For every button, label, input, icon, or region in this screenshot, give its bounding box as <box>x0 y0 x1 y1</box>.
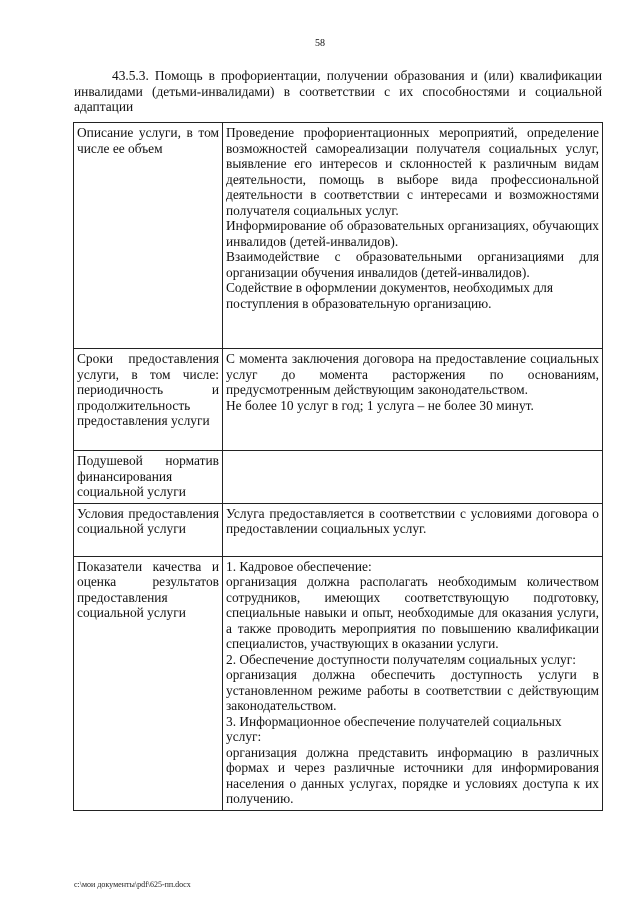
row-content <box>223 349 603 451</box>
service-table <box>73 122 603 811</box>
table-row-funding <box>74 451 603 504</box>
row-content <box>223 556 603 810</box>
paragraph: Проведение профориентационных мероприятий, определение возможностей самореализации получателя социальных услуг, выявление его интересов и склонностей к различным видам деятельности, помощь в выборе вида профессиональной деятельности в соответствии с интересами и возможностями получателя социальных услуг. <box>226 125 599 218</box>
table-row-terms <box>74 349 603 451</box>
paragraph: 3. Информационное обеспечение получателей социальных услуг: <box>226 713 562 744</box>
row-label: Подушевой норматив финансирования социальной услуги <box>74 451 223 504</box>
row-label: Показатели качества и оценка результатов предоставления социальной услуги <box>74 556 223 810</box>
page-number: 58 <box>315 38 325 49</box>
paragraph: 1. Кадровое обеспечение: <box>226 558 372 574</box>
paragraph: Услуга предоставляется в соответствии с условиями договора о предоставлении социальных услуг. <box>226 505 599 536</box>
paragraph: организация должна представить информацию в различных формах и через различные источники для информирования населения о данных услугах, порядке и условиях доступа к их получению. <box>226 744 599 806</box>
paragraph: Взаимодействие с образовательными организациями для организации обучения инвалидов (детей-инвалидов). <box>226 249 599 280</box>
paragraph: 2. Обеспечение доступности получателям социальных услуг: <box>226 651 576 667</box>
row-content <box>223 503 603 556</box>
row-label: Сроки предоставления услуги, в том числе: периодичность и продолжительность предоставления услуги <box>74 349 223 451</box>
paragraph: Не более 10 услуг в год; 1 услуга – не более 30 минут. <box>226 397 534 413</box>
paragraph: Информирование об образовательных организациях, обучающих инвалидов (детей-инвалидов). <box>226 218 599 249</box>
row-label: Условия предоставления социальной услуги <box>74 503 223 556</box>
table-row-quality <box>74 556 603 810</box>
section-heading: 43.5.3. Помощь в профориентации, получении образования и (или) квалификации инвалидами (детьми-инвалидами) в соответствии с их способностями и социальной адаптации <box>74 68 602 114</box>
row-content-empty <box>223 451 603 504</box>
row-content <box>223 123 603 349</box>
paragraph: С момента заключения договора на предоставление социальных услуг до момента расторжения по основаниям, предусмотренным действующим законодательством. <box>226 351 599 397</box>
row-label: Описание услуги, в том числе ее объем <box>74 123 223 349</box>
file-path-footer: c:\мои документы\pdf\625-пп.docx <box>74 880 191 889</box>
table-row-description <box>74 123 603 349</box>
paragraph: организация должна обеспечить доступность услуги в установленном режиме работы в соответствии с действующим законодательством. <box>226 667 599 713</box>
paragraph: Содействие в оформлении документов, необходимых для поступления в образовательную организацию. <box>226 280 553 311</box>
paragraph: организация должна располагать необходимым количеством сотрудников, имеющих соответствующую подготовку, специальные навыки и опыт, необходимые для оказания услуги, а также проводить мероприятия по повышению квалификации специалистов, участвующих в оказании услуги. <box>226 574 599 651</box>
table-row-conditions <box>74 503 603 556</box>
